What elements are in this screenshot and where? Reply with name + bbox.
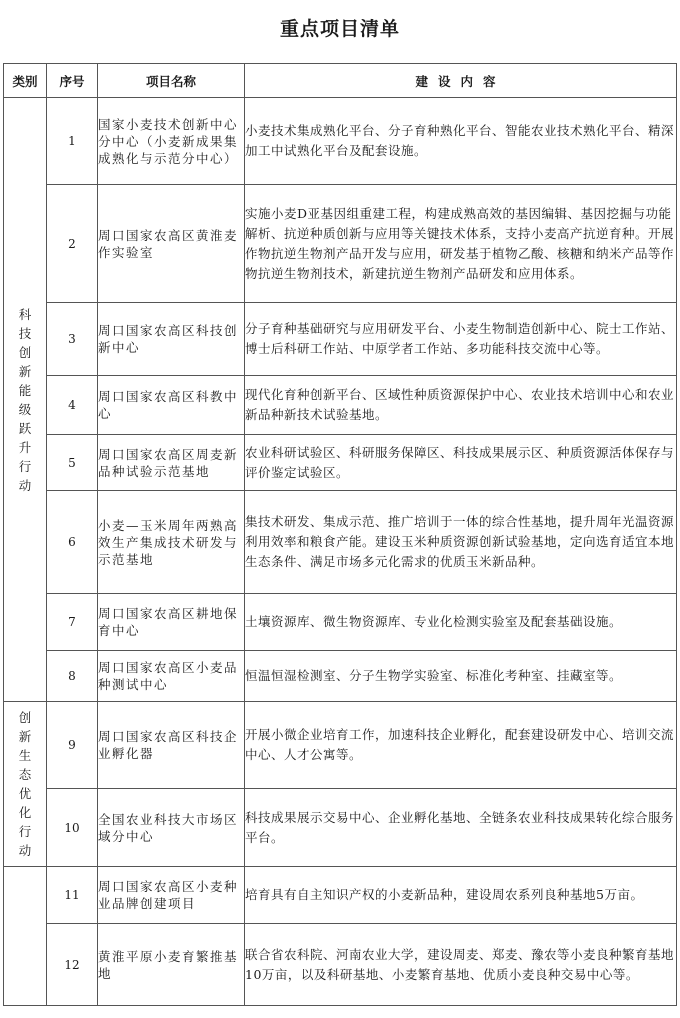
table-row <box>4 185 677 303</box>
project-table <box>3 63 677 1006</box>
page-title: 重点项目清单 <box>279 18 400 40</box>
table-row <box>4 924 677 1006</box>
row-number: 3 <box>47 303 98 376</box>
header-number: 序号 <box>47 64 98 98</box>
project-name: 周口国家农高区科技企业孵化器 <box>98 702 245 789</box>
project-name: 周口国家农高区黄淮麦作实验室 <box>98 185 245 303</box>
project-name: 周口国家农高区耕地保育中心 <box>98 594 245 651</box>
row-number: 10 <box>47 789 98 867</box>
row-number: 7 <box>47 594 98 651</box>
row-number: 4 <box>47 376 98 435</box>
row-number: 2 <box>47 185 98 303</box>
project-content: 农业科研试验区、科研服务保障区、科技成果展示区、种质资源活体保存与评价鉴定试验区。 <box>245 435 677 491</box>
project-name: 周口国家农高区周麦新品种试验示范基地 <box>98 435 245 491</box>
project-name: 全国农业科技大市场区域分中心 <box>98 789 245 867</box>
category-cell <box>4 867 47 1006</box>
header-category: 类别 <box>4 64 47 98</box>
row-number: 6 <box>47 491 98 594</box>
category-cell <box>4 98 47 702</box>
row-number: 1 <box>47 98 98 185</box>
category-label: 创新生态优化行动 <box>18 710 32 858</box>
table-header-row <box>4 64 677 98</box>
row-number: 11 <box>47 867 98 924</box>
table-row <box>4 867 677 924</box>
table-row <box>4 789 677 867</box>
row-number: 12 <box>47 924 98 1006</box>
project-content: 分子育种基础研究与应用研发平台、小麦生物制造创新中心、院士工作站、博士后科研工作站、中原学者工作站、多功能科技交流中心等。 <box>245 303 677 376</box>
project-name: 周口国家农高区小麦品种测试中心 <box>98 651 245 702</box>
project-content: 小麦技术集成熟化平台、分子育种熟化平台、智能农业技术熟化平台、精深加工中试熟化平台及配套设施。 <box>245 98 677 185</box>
table-row <box>4 702 677 789</box>
row-number: 9 <box>47 702 98 789</box>
header-content: 建设内容 <box>245 64 677 98</box>
project-content: 培育具有自主知识产权的小麦新品种，建设周农系列良种基地5万亩。 <box>245 867 677 924</box>
table-row <box>4 594 677 651</box>
table-row <box>4 376 677 435</box>
header-name: 项目名称 <box>98 64 245 98</box>
project-content: 开展小微企业培育工作，加速科技企业孵化，配套建设研发中心、培训交流中心、人才公寓等。 <box>245 702 677 789</box>
table-row <box>4 491 677 594</box>
project-content: 现代化育种创新平台、区域性种质资源保护中心、农业技术培训中心和农业新品种新技术试验基地。 <box>245 376 677 435</box>
project-name: 周口国家农高区科技创新中心 <box>98 303 245 376</box>
project-name: 周口国家农高区科教中心 <box>98 376 245 435</box>
project-content: 科技成果展示交易中心、企业孵化基地、全链条农业科技成果转化综合服务平台。 <box>245 789 677 867</box>
category-cell <box>4 702 47 867</box>
project-name: 小麦—玉米周年两熟高效生产集成技术研发与示范基地 <box>98 491 245 594</box>
project-content: 联合省农科院、河南农业大学，建设周麦、郑麦、豫农等小麦良种繁育基地10万亩，以及科研基地、小麦繁育基地、优质小麦良种交易中心等。 <box>245 924 677 1006</box>
project-content: 实施小麦D亚基因组重建工程，构建成熟高效的基因编辑、基因挖掘与功能解析、抗逆种质创新与应用等关键技术体系，支持小麦高产抗逆育种。开展作物抗逆生物剂产品开发与应用，研发基于植物乙酸、核糖和纳米产品等作物抗逆生物剂技术，新建抗逆生物剂产品研发和应用体系。 <box>245 185 677 303</box>
row-number: 8 <box>47 651 98 702</box>
project-content: 集技术研发、集成示范、推广培训于一体的综合性基地，提升周年光温资源利用效率和粮食产能。建设玉米种质资源创新试验基地，定向选育适宜本地生态条件、满足市场多元化需求的优质玉米新品种。 <box>245 491 677 594</box>
project-content: 恒温恒湿检测室、分子生物学实验室、标准化考种室、挂藏室等。 <box>245 651 677 702</box>
table-row <box>4 651 677 702</box>
table-row <box>4 98 677 185</box>
project-content: 土壤资源库、微生物资源库、专业化检测实验室及配套基础设施。 <box>245 594 677 651</box>
row-number: 5 <box>47 435 98 491</box>
category-label: 科技创新能级跃升行动 <box>18 306 32 493</box>
project-name: 周口国家农高区小麦种业品牌创建项目 <box>98 867 245 924</box>
project-name: 黄淮平原小麦育繁推基地 <box>98 924 245 1006</box>
project-name: 国家小麦技术创新中心分中心（小麦新成果集成熟化与示范分中心） <box>98 98 245 185</box>
table-row <box>4 435 677 491</box>
table-row <box>4 303 677 376</box>
